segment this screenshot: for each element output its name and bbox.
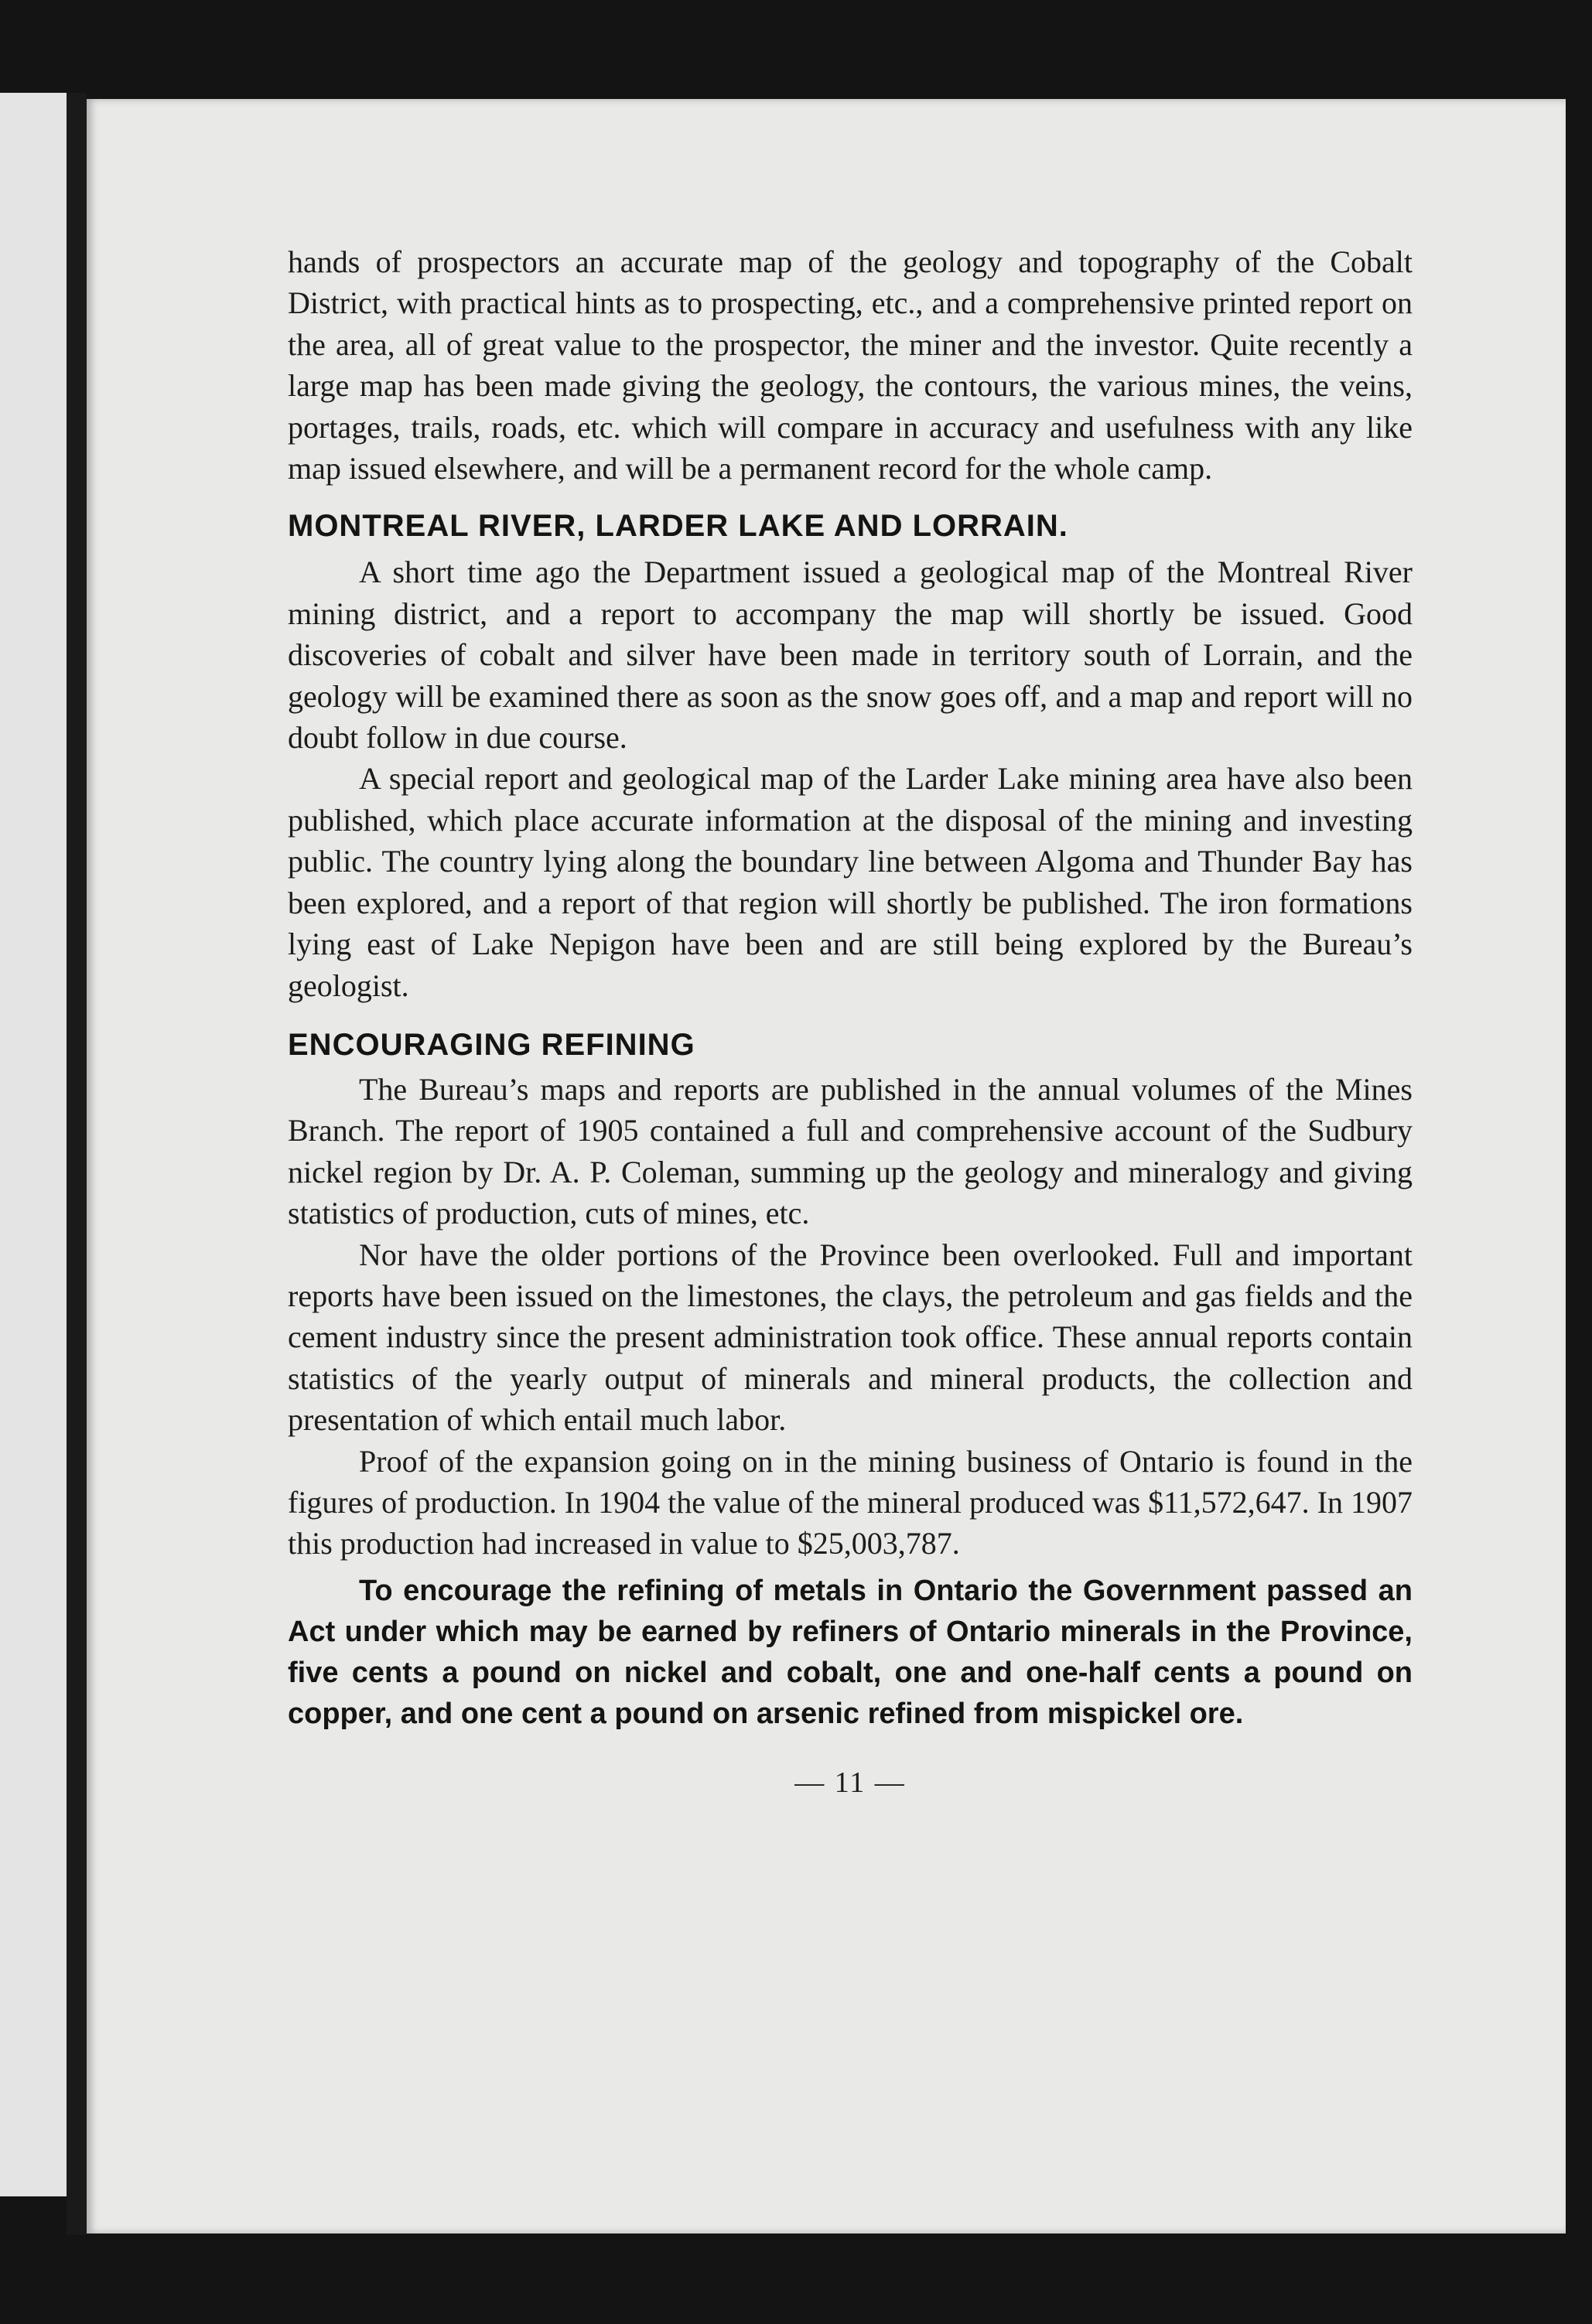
paragraph-refining-2: Nor have the older portions of the Province been overlooked. Full and important reports have been issued on the limestones, the clays, the petroleum and gas fields and the cement industry since the present administration took office. These annual reports contain statistics of the yearly output of minerals and mineral products, the collection and presentation of which entail much labor.	[288, 1237, 1413, 1438]
heading-montreal-river: MONTREAL RIVER, LARDER LAKE AND LORRAIN.	[288, 509, 1068, 544]
page-content	[288, 241, 1413, 1800]
paragraph-intro: hands of prospectors an accurate map of the geology and topography of the Cobalt District, with practical hints as to prospecting, etc., and a comprehensive printed report on the area, all of great value to the prospector, the miner and the investor. Quite recently a large map has been made giving the geology, the contours, the various mines, the veins, portages, trails, roads, etc. which will compare in accuracy and usefulness with any like map issued elsewhere, and will be a permanent record for the whole camp.	[288, 244, 1413, 486]
paragraph-montreal-1: A short time ago the Department issued a geological map of the Montreal River mining district, and a report to accompany the map will shortly be issued. Good discoveries of cobalt and silver have been made in territory south of Lorrain, and the geology will be examined there as soon as the snow goes off, and a map and report will no doubt follow in due course.	[288, 555, 1413, 756]
paragraph-refining-act: To encourage the refining of metals in Ontario the Government passed an Act under which may be earned by refiners of Ontario minerals in the Province, five cents a pound on nickel and cobalt, one and one-half cents a pound on copper, and one cent a pound on arsenic refined from mispickel ore.	[288, 1574, 1413, 1730]
paragraph-refining-1: The Bureau’s maps and reports are published in the annual volumes of the Mines Branch. The report of 1905 contained a full and comprehensive account of the Sudbury nickel region by Dr. A. P. Coleman, summing up the geology and mineralogy and giving statistics of production, cuts of mines, etc.	[288, 1071, 1413, 1231]
page-number: — 11 —	[794, 1766, 906, 1799]
paragraph-refining-3: Proof of the expansion going on in the mining business of Ontario is found in the figures of production. In 1904 the value of the mineral produced was $11,572,647. In 1907 this production had increased in value to $25,003,787.	[288, 1443, 1413, 1561]
page-gutter	[67, 93, 87, 2235]
heading-encouraging-refining: ENCOURAGING REFINING	[288, 1027, 695, 1062]
paragraph-montreal-2: A special report and geological map of the Larder Lake mining area have also been published, which place accurate information at the disposal of the mining and investing public. The country lying along the boundary line between Algoma and Thunder Bay has been explored, and a report of that region will shortly be published. The iron formations lying east of Lake Nepigon have been and are still being explored by the Bureau’s geologist.	[288, 761, 1413, 1003]
adjacent-page-edge	[0, 93, 74, 2196]
